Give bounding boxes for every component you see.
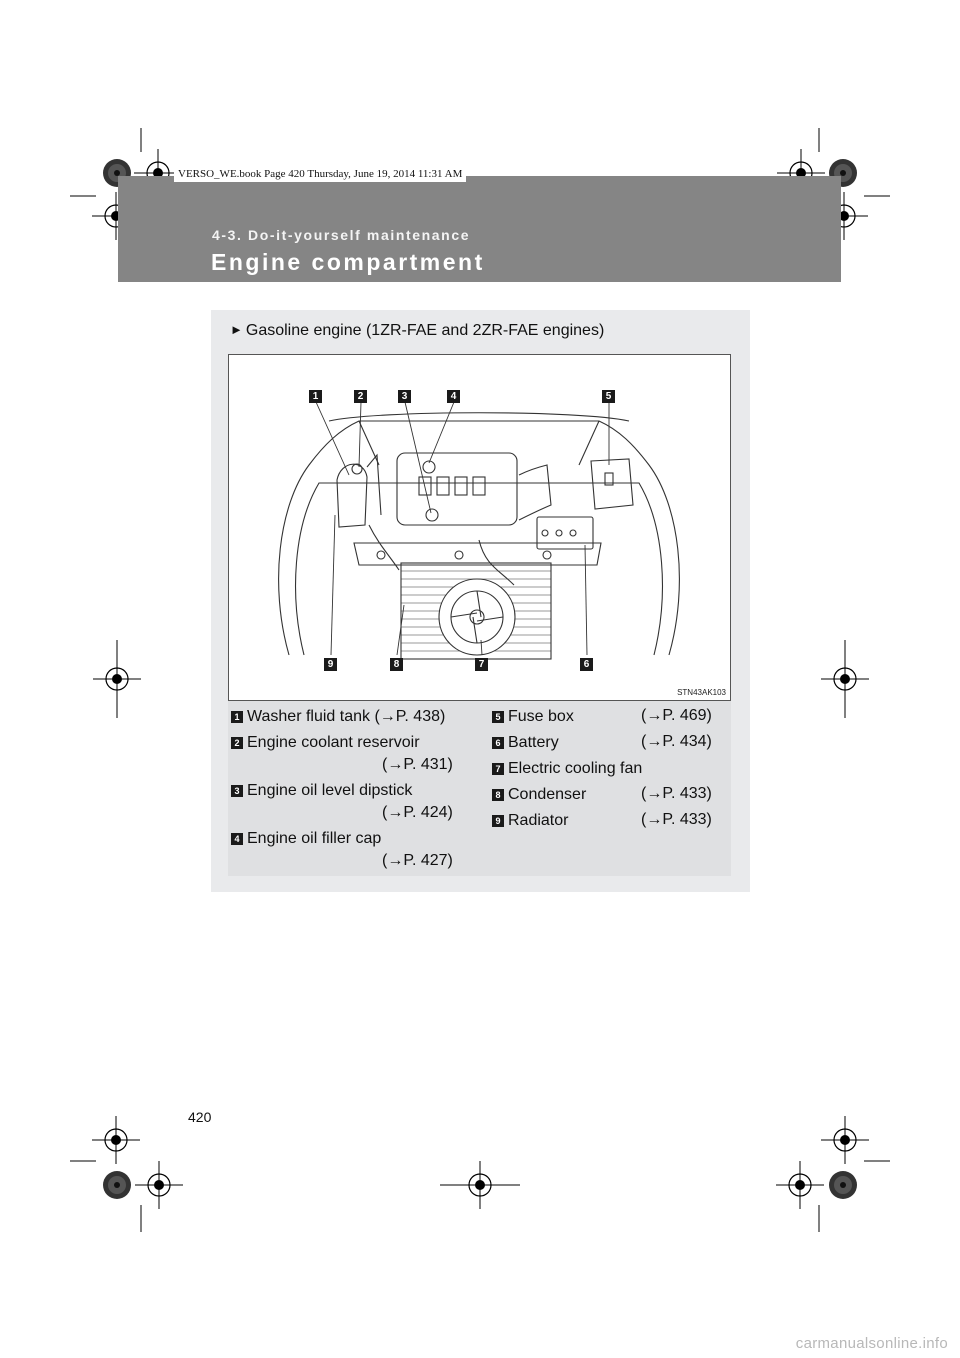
section-label: 4-3. Do-it-yourself maintenance bbox=[212, 227, 471, 243]
callout-3: 3 bbox=[398, 390, 411, 403]
legend-number-2: 2 bbox=[231, 737, 243, 749]
intro-text: Gasoline engine (1ZR-FAE and 2ZR-FAE engines) bbox=[245, 322, 605, 339]
legend-number-4: 4 bbox=[231, 833, 243, 845]
engine-line-drawing bbox=[229, 355, 730, 700]
callout-5: 5 bbox=[602, 390, 615, 403]
callout-8: 8 bbox=[390, 658, 403, 671]
engine-illustration bbox=[228, 354, 731, 701]
legend-item-radiator: Radiator bbox=[508, 812, 569, 829]
legend-item-fuse-box: Fuse box bbox=[508, 708, 574, 725]
triangle-bullet-icon: ► bbox=[230, 322, 243, 337]
legend-number-1: 1 bbox=[231, 711, 243, 723]
book-stamp: VERSO_WE.book Page 420 Thursday, June 19, 2014 11:31 AM bbox=[174, 167, 466, 182]
legend-item-washer-fluid-tank: Washer fluid tank (→P. 438) bbox=[247, 708, 446, 725]
callout-4: 4 bbox=[447, 390, 460, 403]
callout-7: 7 bbox=[475, 658, 488, 671]
legend-ref-2: (→P. 431) bbox=[382, 756, 453, 773]
callout-6: 6 bbox=[580, 658, 593, 671]
legend-item-engine-oil-level-dipstick: Engine oil level dipstick bbox=[247, 782, 413, 799]
legend-ref-9: (→P. 433) bbox=[641, 811, 712, 828]
callout-9: 9 bbox=[324, 658, 337, 671]
watermark: carmanualsonline.info bbox=[795, 1335, 948, 1352]
legend-ref-4: (→P. 427) bbox=[382, 852, 453, 869]
legend-item-electric-cooling-fan: Electric cooling fan bbox=[508, 760, 643, 777]
legend-number-5: 5 bbox=[492, 711, 504, 723]
intro-line bbox=[230, 322, 604, 340]
legend-ref-6: (→P. 434) bbox=[641, 733, 712, 750]
legend-item-battery: Battery bbox=[508, 734, 559, 751]
legend-number-6: 6 bbox=[492, 737, 504, 749]
legend-ref-8: (→P. 433) bbox=[641, 785, 712, 802]
legend-item-engine-coolant-reservoir: Engine coolant reservoir bbox=[247, 734, 420, 751]
legend-number-7: 7 bbox=[492, 763, 504, 775]
legend-ref-5: (→P. 469) bbox=[641, 707, 712, 724]
legend-number-9: 9 bbox=[492, 815, 504, 827]
legend-item-condenser: Condenser bbox=[508, 786, 587, 803]
legend-number-8: 8 bbox=[492, 789, 504, 801]
callout-2: 2 bbox=[354, 390, 367, 403]
legend-item-engine-oil-filler-cap: Engine oil filler cap bbox=[247, 830, 382, 847]
figure-code: STN43AK103 bbox=[677, 688, 726, 697]
legend-number-3: 3 bbox=[231, 785, 243, 797]
page-title: Engine compartment bbox=[211, 249, 485, 275]
page-number: 420 bbox=[188, 1109, 212, 1125]
legend-ref-3: (→P. 424) bbox=[382, 804, 453, 821]
callout-1: 1 bbox=[309, 390, 322, 403]
